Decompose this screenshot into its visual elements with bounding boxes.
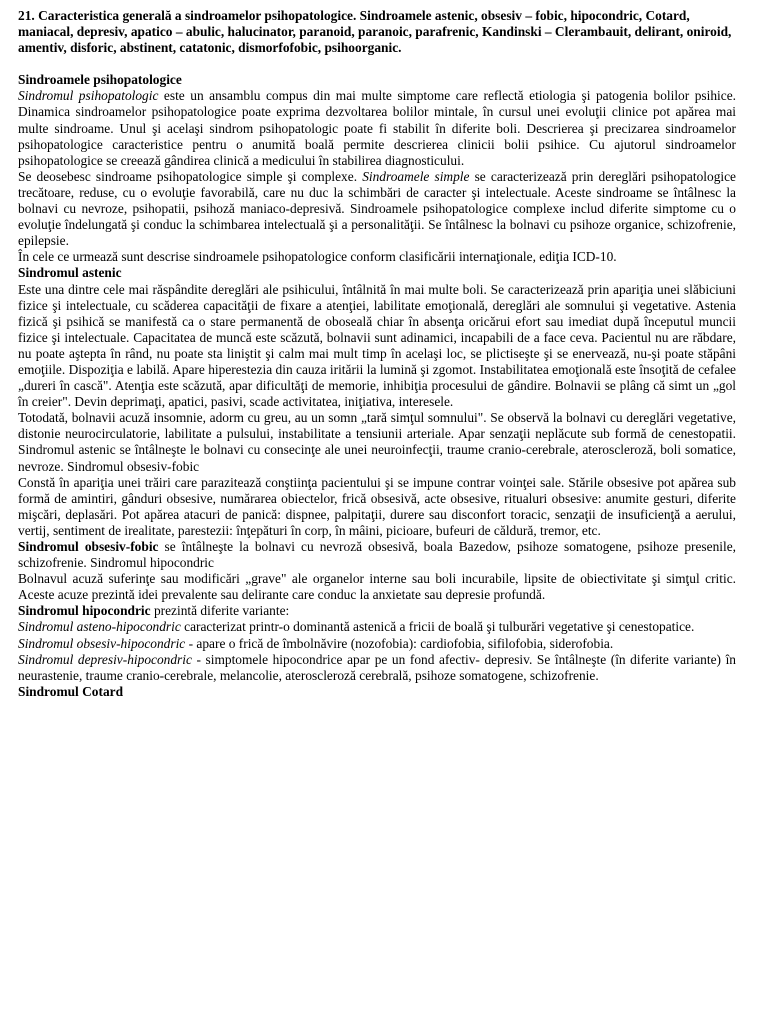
document-page	[18, 8, 736, 700]
italic-term: Sindromul obsesiv-hipocondric	[18, 635, 186, 651]
heading-text: Sindromul Cotard	[18, 683, 124, 699]
paragraph-text: caracterizat printr-o dominantă astenică a fricii de boală şi tulburări vegetative şi cenestopatice.	[180, 619, 695, 635]
paragraph-text: Se deosebesc sindroame psihopatologice simple şi complexe.	[18, 168, 363, 184]
heading-text: Sindromul astenic	[18, 265, 122, 281]
paragraph: Totodată, bolnavii acuză insomnie, adorm cu greu, au un somn „tară simţul somnului". Se observă la bolnavi cu dereglări vegetative, distonie neurocirculatorie, labilitate a pulsului, instabilitate a tensiunii arteriale. Apar senzaţii neplăcute sub formă de cenestopatii. Sindromul astenic se întâlneşte le bolnavi cu consecinţe ale unei neuroinfecţii, traume cranio-cerebrale, ateroscleroză, boli somatice, nevroze. Sindromul obsesiv-fobic	[18, 410, 736, 474]
paragraph: Este una dintre cele mai răspândite dereglări ale psihicului, întâlnită în mai multe boli. Se caracterizează prin apariţia unei slăbiciuni fizice şi intelectuale, cu scăderea capacităţii de fixare a atenţiei, labilitate emoţională, dereglări ale somnului şi vegetative. Astenia fizică şi psihică se manifestă ca o stare permanentă de oboseală chiar în absenţa oricărui efort sau imediat după începutul muncii fizice şi intelectuale. Capacitatea de muncă este scăzută, bolnavii sunt adinamici, incapabili de a face ceva. Pacientul nu are răbdare, nu poate aştepta în rând, nu poate sta liniştit şi calm mai mult timp în acelaşi loc, se plictiseşte şi se enervează, nu-şi poate stăpâni emoţiile. Dispoziţia e labilă. Apare hiperestezia din cauza iritării la lumină şi zgomot. Instabilitatea emoţională este însoţită de cefalee „dureri în cască". Atenţia este scăzută, apar dificultăţi de memorie, inhibiţia procesului de gândire. Bolnavii se plâng că simt un „gol în creier". Devin deprimaţi, apatici, pasivi, scade activitatea, iniţiativa, interesele.	[18, 281, 736, 410]
italic-term: Sindroamele simple	[362, 168, 470, 184]
paragraph-text: - apare o frică de îmbolnăvire (nozofobia): cardiofobia, sifilofobia, siderofobia.	[185, 635, 614, 651]
paragraph-text: se caracterizează prin dereglări psihopatologice trecătoare, reduse, cu o evoluţie favorabilă, care nu duc la schimbări de caracter şi intelectuale. Aceste sindroame se întâlnesc la bolnavi cu nevroze, psihopatii, psihoză maniaco-depresivă. Sindroamele psihopatologice complexe includ diferite simptome cu o evoluţie îndelungată şi conduc la schimbarea intelectuală şi a personalităţii. Se întâlnesc la bolnavi cu psihoze organice, schizofrenie, epilepsie.	[18, 168, 736, 249]
paragraph-text: se întâlneşte la bolnavi cu nevroză obsesivă, boala Bazedow, psihoze somatogene, psihoze presenile, schizofrenie. Sindromul hipocondric	[18, 539, 736, 571]
paragraph	[18, 88, 736, 168]
paragraph-text: prezintă diferite variante:	[150, 603, 290, 619]
heading-text: Sindroamele psihopatologice	[18, 72, 182, 88]
paragraph	[18, 169, 736, 249]
spacer	[18, 56, 736, 72]
paragraph	[18, 636, 736, 652]
paragraph	[18, 619, 736, 635]
paragraph-text: este un ansamblu compus din mai multe simptome care reflectă etiologia şi patogenia bolilor psihice. Dinamica sindroamelor psihopatologice poate exprima dezvoltarea bolilor mintale, în cursul unei evoluţii clinice pot apărea mai multe sindroame. Unul şi acelaşi sindrom psihopatologic poate fi stabilit în diferite boli. Descrierea şi precizarea sindroamelor psihopatologice caracteristice pentru o anumită boală permite descrierea clinicii bolii psihice. Cu ajutorul sindroamelor psihopatologice se creează gândirea clinică a medicului în stabilirea diagnosticului.	[18, 88, 736, 168]
paragraph: Bolnavul acuză suferinţe sau modificări „grave" ale organelor interne sau boli incurabile, lipsite de obiectivitate şi simţul critic. Aceste acuze prezintă idei prevalente sau delirante care conduc la anxietate sau depresie profundă.	[18, 571, 736, 603]
bold-term: Sindromul obsesiv-fobic	[18, 539, 159, 554]
italic-term: Sindromul asteno-hipocondric	[18, 619, 181, 635]
section-heading	[18, 265, 736, 281]
italic-term: Sindromul psihopatologic	[18, 88, 159, 104]
paragraph	[18, 539, 736, 571]
section-heading	[18, 684, 736, 700]
paragraph-text: - simptomele hipocondrice apar pe un fond afectiv- depresiv. Se întâlneşte (în diferite variante) în neurastenie, traume cranio-cerebrale, melancolie, ateroscleroză cerebrală, psihoze somatogene, schizofrenie.	[18, 651, 736, 683]
paragraph: În cele ce urmează sunt descrise sindroamele psihopatologice conform clasificării internaţionale, ediţia ICD-10.	[18, 249, 617, 265]
bold-term: Sindromul hipocondric	[18, 603, 151, 619]
paragraph: Constă în apariţia unei trăiri care parazitează conştiinţa pacientului şi se impune contrar voinţei sale. Stările obsesive pot apărea sub formă de amintiri, gânduri obsesive, numărarea obiectelor, frică obsesivă, acte obsesive, ritualuri obsesive: anumite gesturi, diferite mişcări, deplasări. Pot apărea atacuri de panică: dispnee, palpitaţii, durere sau disconfort toracic, senzaţii de insuficienţă a aerului, vertij, sentiment de irealitate, parestezii: înţepături în corp, în mâini, picioare, bufeuri de căldură, tremor, etc.	[18, 474, 736, 538]
paragraph	[18, 652, 736, 684]
paragraph	[18, 603, 736, 619]
italic-term: Sindromul depresiv-hipocondric	[18, 651, 192, 667]
section-heading	[18, 72, 736, 88]
document-title: 21. Caracteristica generală a sindroamelor psihopatologice. Sindroamele astenic, obsesiv – fobic, hipocondric, Cotard, maniacal, depresiv, apatico – abulic, halucinator, paranoid, paranoic, parafrenic, Kandinski – Clerambauit, delirant, oniroid, amentiv, disforic, abstinent, catatonic, dismorfofobic, psihoorganic.	[18, 8, 732, 56]
